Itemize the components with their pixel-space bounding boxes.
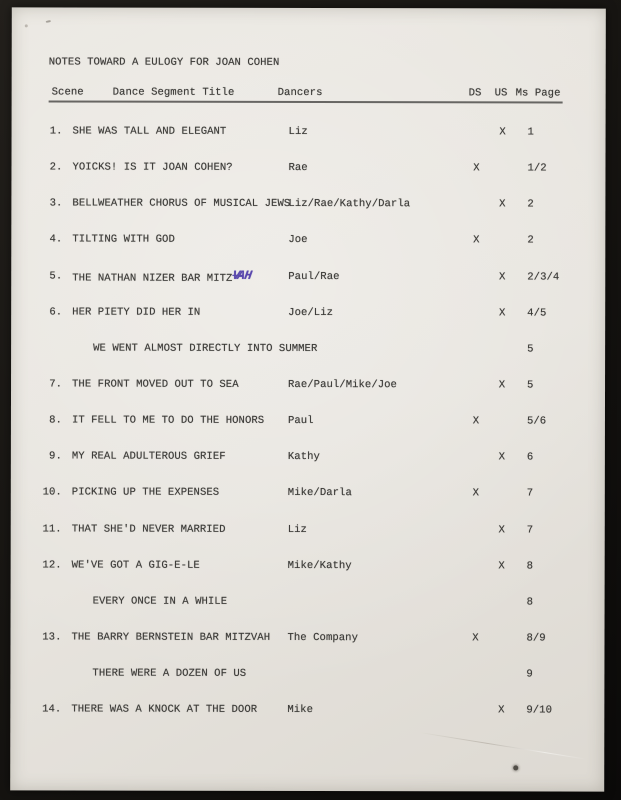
scene-number: 13.: [42, 631, 62, 644]
scene-number: 10.: [42, 486, 62, 499]
document-title: NOTES TOWARD A EULOGY FOR JOAN COHEN: [48, 56, 280, 69]
segment-title: WE WENT ALMOST DIRECTLY INTO SUMMER: [93, 342, 318, 355]
table-row: [11, 125, 605, 162]
segment-title: EVERY ONCE IN A WHILE: [92, 595, 228, 608]
dancers-cell: Joe/Liz: [288, 306, 334, 319]
dancers-cell: Liz: [287, 523, 307, 536]
dancers-cell: Kathy: [287, 451, 320, 464]
us-mark: X: [499, 126, 506, 139]
page-cell: 8/9: [526, 632, 546, 645]
page-cell: 4/5: [527, 307, 547, 320]
ds-mark: X: [472, 487, 480, 500]
table-row: [11, 378, 605, 415]
page-cell: 6: [526, 451, 534, 464]
page-cell: 2/3/4: [527, 271, 560, 284]
segment-title: THE BARRY BERNSTEIN BAR MITZVAH: [71, 631, 271, 644]
page-cell: 1: [527, 126, 534, 139]
table-row: [11, 559, 605, 596]
page-cell: 7: [526, 524, 534, 537]
paper-speck: [25, 24, 28, 27]
us-mark: X: [498, 307, 506, 320]
segment-title: IT FELL TO ME TO DO THE HONORS: [71, 414, 265, 428]
page-cell: 5: [527, 343, 534, 356]
table-row: [10, 704, 604, 741]
table-row: [10, 631, 604, 668]
table-row: [11, 342, 605, 379]
page-cell: 7: [526, 487, 534, 500]
ink-dot-stain: [513, 765, 518, 770]
us-mark: X: [498, 451, 506, 464]
scene-number: 11.: [42, 522, 62, 536]
handwritten-correction: VAH: [231, 268, 253, 283]
scene-number: 9.: [49, 450, 62, 463]
ds-mark: X: [473, 234, 480, 247]
dancers-cell: Mike/Darla: [287, 487, 352, 500]
scene-number: 14.: [42, 703, 62, 716]
page-cell: 2: [527, 198, 534, 211]
dancers-cell: The Company: [287, 631, 358, 645]
header-rule: [49, 100, 563, 103]
segment-title: THERE WAS A KNOCK AT THE DOOR: [71, 703, 258, 717]
us-mark: X: [498, 523, 505, 536]
scene-number: 8.: [49, 414, 62, 427]
segment-title: MY REAL ADULTEROUS GRIEF: [71, 450, 226, 464]
scene-number: 7.: [49, 378, 63, 391]
page-cell: 2: [527, 234, 534, 247]
ds-mark: X: [472, 632, 479, 645]
table-row: [11, 234, 605, 271]
page-cell: 1/2: [527, 162, 547, 175]
table-row: [11, 162, 605, 199]
dancers-cell: Paul: [287, 415, 314, 428]
dancers-cell: Rae/Paul/Mike/Joe: [288, 378, 397, 392]
page-cell: 8: [526, 596, 534, 609]
column-header-ms-page: Ms Page: [515, 87, 561, 100]
us-mark: X: [499, 270, 506, 283]
table-row: [10, 667, 604, 704]
dancers-cell: Mike: [287, 704, 314, 717]
page-cell: 8: [526, 560, 534, 573]
table-row: [11, 270, 605, 307]
ds-mark: X: [473, 162, 480, 175]
ds-mark: X: [472, 415, 480, 428]
dancers-cell: Liz: [288, 125, 308, 138]
dancers-cell: Liz/Rae/Kathy/Darla: [288, 198, 411, 211]
scene-number: 6.: [49, 306, 63, 319]
dancers-cell: Mike/Kathy: [287, 559, 352, 572]
segment-title: THAT SHE'D NEVER MARRIED: [71, 523, 226, 536]
column-header-dancers: Dancers: [277, 86, 323, 100]
scene-number: 4.: [49, 233, 63, 246]
column-header-scene: Scene: [51, 86, 84, 99]
table-row: [11, 487, 605, 524]
paper-speck: [46, 20, 51, 23]
segment-title: THE NATHAN NIZER BAR MITZVAH: [72, 268, 253, 285]
segment-title: BELLWEATHER CHORUS OF MUSICAL JEWS: [72, 197, 291, 211]
segment-title: YOICKS! IS IT JOAN COHEN?: [72, 161, 233, 174]
table-row: [11, 523, 605, 560]
page-cell: 5: [527, 379, 534, 392]
segment-title: SHE WAS TALL AND ELEGANT: [72, 125, 227, 138]
table-row: [11, 198, 605, 235]
segment-title: WE'VE GOT A GIG-E-LE: [71, 559, 200, 572]
segment-title: HER PIETY DID HER IN: [72, 306, 201, 319]
column-header-title: Dance Segment Title: [112, 86, 235, 99]
segment-title: THE FRONT MOVED OUT TO SEA: [72, 378, 239, 391]
us-mark: X: [498, 704, 505, 717]
table-row: [11, 595, 605, 632]
scene-number: 5.: [49, 270, 63, 283]
column-header-ds: DS: [468, 87, 482, 100]
scene-number: 12.: [42, 559, 62, 572]
table-row: [11, 415, 605, 452]
segment-title: TILTING WITH GOD: [72, 233, 175, 247]
table-rows: [10, 125, 605, 741]
column-header-us: US: [494, 87, 508, 100]
table-row: [11, 451, 605, 488]
us-mark: X: [499, 198, 506, 211]
us-mark: X: [498, 560, 505, 573]
segment-title: THERE WERE A DOZEN OF US: [92, 667, 247, 680]
segment-title: PICKING UP THE EXPENSES: [71, 486, 220, 500]
dancers-cell: Joe: [288, 234, 308, 247]
scene-number: 2.: [49, 161, 63, 174]
us-mark: X: [498, 379, 506, 392]
scanned-page: [10, 7, 606, 791]
scene-number: 1.: [49, 125, 63, 138]
scene-number: 3.: [49, 197, 63, 210]
page-cell: 9: [526, 668, 533, 681]
dancers-cell: Paul/Rae: [288, 270, 340, 283]
page-cell: 9/10: [526, 704, 553, 717]
table-row: [11, 306, 605, 343]
dancers-cell: Rae: [288, 162, 308, 175]
page-cell: 5/6: [526, 415, 547, 428]
